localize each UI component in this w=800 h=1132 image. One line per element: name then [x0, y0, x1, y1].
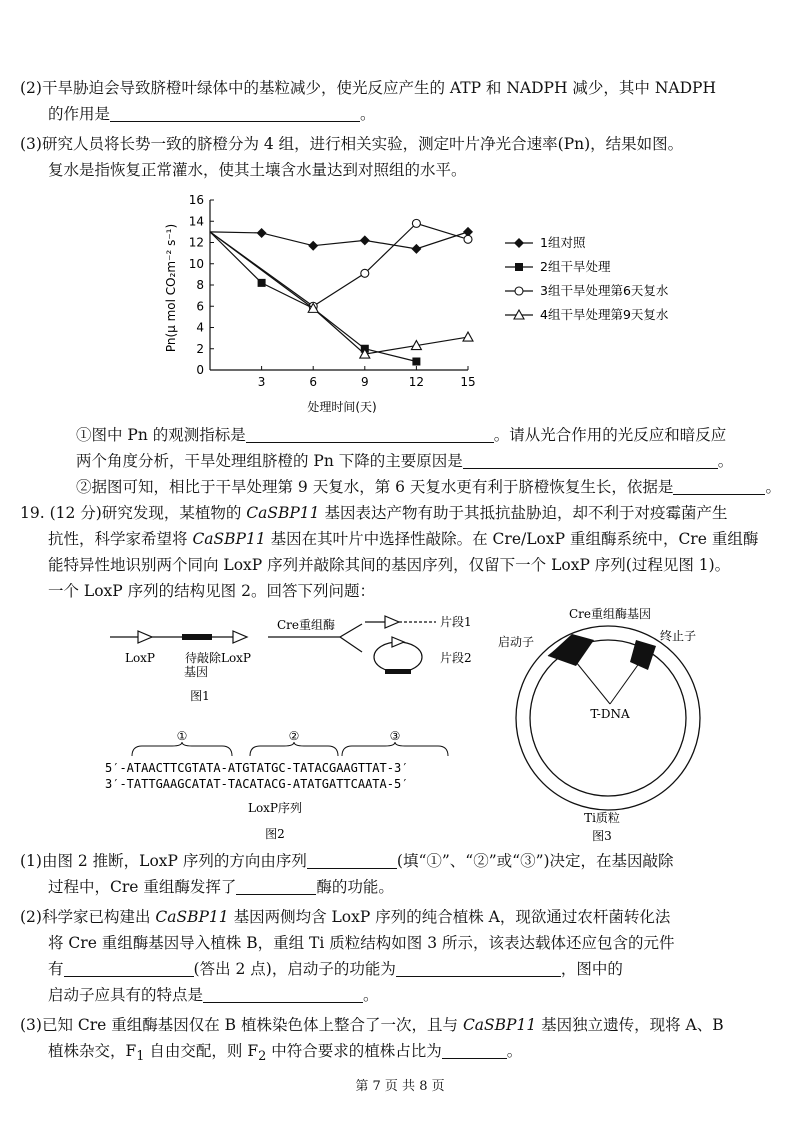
- fig3-terminator-label: 终止子: [660, 629, 697, 643]
- y-tick-label: 6: [196, 299, 204, 314]
- q19-p2-text7: 启动子应具有的特点是: [48, 986, 204, 1004]
- fig3-promoter-label: 启动子: [498, 635, 535, 649]
- q18-s1-line2: [76, 450, 733, 472]
- chart-axes: [189, 193, 476, 389]
- q19-text2: 基因表达产物有助于其抵抗盐胁迫，却不利于对疫霉菌产生: [319, 504, 728, 522]
- legend-label: 3组干旱处理第6天复水: [540, 283, 669, 298]
- series-line-1: [210, 232, 468, 249]
- q19-p3-line2: [48, 1040, 522, 1068]
- q18-p2-text1: (2)干旱胁迫会导致脐橙叶绿体中的基粒减少，使光反应产生的 ATP 和 NADPH 减少，其中 NADPH: [20, 79, 716, 97]
- fig3-cre-gene-label: Cre重组酶基因: [568, 607, 652, 621]
- data-point: [464, 235, 472, 243]
- q19-p3-text4: 自由交配，则 F: [144, 1042, 259, 1060]
- gene-name: CaSBP11: [246, 504, 320, 522]
- fig1-loxp-label: LoxP: [124, 651, 156, 665]
- gene-name: CaSBP11: [192, 530, 266, 548]
- q19-text4: 基因在其叶片中选择性敲除。在 Cre/LoxP 重组酶系统中，Cre 重组酶: [265, 530, 759, 548]
- q19-p3-text6: 。: [506, 1042, 523, 1060]
- x-tick-label: 15: [460, 375, 476, 389]
- answer-blank[interactable]: [64, 960, 194, 977]
- legend-label: 4组干旱处理第9天复水: [540, 307, 669, 322]
- data-point: [412, 358, 420, 366]
- q19-line4: [48, 580, 375, 602]
- q19-p1-line2: [48, 876, 394, 898]
- series-line-2: [210, 232, 416, 362]
- q19-p2-text3: 将 Cre 重组酶基因导入植株 B，重组 Ti 质粒结构如图 3 所示，该表达载体还应包含的元件: [48, 934, 675, 952]
- x-tick-label: 12: [408, 375, 425, 389]
- answer-blank[interactable]: [396, 960, 561, 977]
- q18-s1-text4: 。: [717, 452, 734, 470]
- answer-blank[interactable]: [673, 478, 765, 495]
- data-point: [412, 219, 420, 227]
- q19-p2-text5: (答出 2 点)，启动子的功能为: [193, 960, 396, 978]
- gene-name: CaSBP11: [462, 1016, 537, 1034]
- data-point: [360, 235, 370, 245]
- fig1-target-label2: 基因: [183, 665, 209, 679]
- answer-blank[interactable]: [463, 452, 718, 469]
- chart-series: [210, 219, 473, 365]
- subscript-1: 1: [136, 1049, 145, 1065]
- loxp-triangle-icon: [392, 637, 404, 647]
- answer-blank[interactable]: [203, 986, 363, 1003]
- q19-text1: 19. (12 分)研究发现，某植物的: [20, 504, 247, 522]
- y-tick-label: 14: [188, 214, 204, 229]
- q19-p3-text5: 中符合要求的植株占比为: [266, 1042, 442, 1060]
- q19-line1: [20, 502, 727, 524]
- answer-blank[interactable]: [442, 1042, 507, 1059]
- answer-blank[interactable]: [110, 105, 360, 122]
- pn-line-chart: [150, 188, 730, 418]
- q18-s1-text1: ①图中 Pn 的观测指标是: [76, 426, 246, 444]
- data-point: [361, 269, 369, 277]
- q18-s2-line: [76, 476, 781, 498]
- q19-p3-text3: 植株杂交，F: [48, 1042, 137, 1060]
- q19-p2-text8: 。: [363, 986, 379, 1004]
- q18-p2-text3: 。: [360, 105, 376, 123]
- loxp-triangle-icon: [233, 631, 247, 643]
- data-point: [257, 228, 267, 238]
- data-point: [463, 332, 473, 341]
- q19-line2: [48, 528, 758, 550]
- q19-p1-text2: (填“①”、“②”或“③”)决定，在基因敲除: [396, 852, 674, 870]
- legend-marker: [514, 238, 524, 248]
- answer-blank[interactable]: [307, 852, 397, 869]
- fig2-strand-top: 5′-ATAACTTCGTATA-ATGTATGC-TATACGAAGTTAT-3′: [105, 761, 409, 775]
- series-line-3: [210, 223, 468, 306]
- q18-s2-text2: 。: [765, 478, 781, 496]
- fig3-tdna-label: T-DNA: [590, 707, 630, 721]
- y-tick-label: 12: [188, 235, 204, 250]
- q18-p2-text2: 的作用是: [48, 105, 111, 123]
- q19-p2-text1: (2)科学家已构建出: [20, 908, 156, 926]
- fig2-mark1: ①: [176, 729, 188, 743]
- y-tick-label: 0: [196, 363, 204, 377]
- data-point: [411, 244, 421, 254]
- target-gene-bar: [182, 634, 212, 640]
- fig2-caption: 图2: [265, 827, 285, 841]
- answer-blank[interactable]: [236, 878, 316, 895]
- q19-text6: 一个 LoxP 序列的结构见图 2。回答下列问题：: [48, 582, 375, 600]
- fig2-strand-bottom: 3′-TATTGAAGCATAT-TACATACG-ATATGATTCAATA-5′: [105, 777, 409, 791]
- y-tick-label: 2: [196, 341, 204, 356]
- figure-1: [100, 612, 500, 707]
- fig3-plasmid-label: Ti质粒: [584, 811, 620, 825]
- q19-p2-line2: [48, 932, 674, 954]
- loxp-triangle-icon: [138, 631, 152, 643]
- fig2-mark3: ③: [389, 729, 401, 743]
- y-tick-label: 4: [196, 320, 204, 335]
- q19-p3-text1: (3)已知 Cre 重组酶基因仅在 B 植株染色体上整合了一次，且与: [20, 1016, 463, 1034]
- fig1-target-label1: 待敲除LoxP: [184, 651, 252, 665]
- page-footer: 第 7 页 共 8 页: [355, 1079, 445, 1094]
- q19-text5: 能特异性地识别两个同向 LoxP 序列并敲除其间的基因序列，仅留下一个 LoxP 序列(过程见图 1)。: [48, 556, 731, 574]
- series-line-4: [210, 232, 468, 354]
- legend-label: 1组对照: [540, 235, 586, 250]
- fig1-frag2-label: 片段2: [440, 651, 472, 665]
- chart-ylabel: Pn(μ mol CO₂m⁻² s⁻¹): [164, 223, 178, 353]
- data-point: [308, 241, 318, 251]
- q19-p1-text3: 过程中，Cre 重组酶发挥了: [48, 878, 237, 896]
- q18-s1-line1: [76, 424, 726, 446]
- q18-p3-text1: (3)研究人员将长势一致的脐橙分为 4 组，进行相关实验，测定叶片净光合速率(Pn)，结果如图。: [20, 135, 684, 153]
- fig1-frag1-label: 片段1: [440, 615, 472, 629]
- q18-p3-text2: 复水是指恢复正常灌水，使其土壤含水量达到对照组的水平。: [48, 161, 467, 179]
- q18-s2-text1: ②据图可知，相比于干旱处理第 9 天复水，第 6 天复水更有利于脐橙恢复生长，依据是: [76, 478, 674, 496]
- q19-p2-line3: [48, 958, 623, 980]
- q19-p3-text2: 基因独立遗传，现将 A、B: [536, 1016, 724, 1034]
- q19-p2-text6: ，图中的: [560, 960, 623, 978]
- circular-fragment: [374, 642, 422, 672]
- q19-text3: 抗性，科学家希望将: [48, 530, 193, 548]
- legend-marker: [515, 263, 523, 271]
- q19-p3-line1: [20, 1014, 724, 1036]
- figure-3: [490, 600, 740, 850]
- y-tick-label: 16: [188, 193, 204, 207]
- fig1-caption: 图1: [190, 689, 210, 703]
- q18-s1-text2: 。请从光合作用的光反应和暗反应: [493, 426, 727, 444]
- x-tick-label: 6: [309, 375, 318, 389]
- x-tick-label: 3: [257, 375, 266, 389]
- q18-p2-line1: [20, 77, 716, 99]
- q18-s1-text3: 两个角度分析，干旱处理组脐橙的 Pn 下降的主要原因是: [76, 452, 463, 470]
- chart-legend: [505, 235, 669, 322]
- loxp-triangle-icon: [385, 616, 399, 628]
- legend-marker: [515, 287, 523, 295]
- legend-label: 2组干旱处理: [540, 259, 611, 274]
- fig3-caption: 图3: [592, 829, 612, 843]
- gene-name: CaSBP11: [155, 908, 229, 926]
- fig1-arrow-label: Cre重组酶: [276, 618, 336, 632]
- fig2-label: LoxP序列: [247, 801, 303, 815]
- q18-p3-line1: [20, 133, 683, 155]
- q19-p1-line1: [20, 850, 674, 872]
- q19-p2-text2: 基因两侧均含 LoxP 序列的纯合植株 A，现欲通过农杆菌转化法: [228, 908, 671, 926]
- q18-p2-line2: [48, 103, 376, 125]
- y-tick-label: 10: [188, 256, 204, 271]
- q19-p1-text4: 酶的功能。: [316, 878, 394, 896]
- q19-p1-text1: (1)由图 2 推断，LoxP 序列的方向由序列: [20, 852, 307, 870]
- data-point: [258, 279, 266, 287]
- x-tick-label: 9: [360, 375, 369, 389]
- subscript-2: 2: [258, 1049, 267, 1065]
- q18-p3-line2: [48, 159, 467, 181]
- q19-line3: [48, 554, 730, 576]
- fig2-mark2: ②: [288, 729, 300, 743]
- y-tick-label: 8: [196, 278, 204, 292]
- q19-p2-line4: [48, 984, 379, 1006]
- chart-xlabel: 处理时间(天): [307, 400, 377, 414]
- q19-p2-text4: 有: [48, 960, 64, 978]
- q19-p2-line1: [20, 906, 670, 928]
- figure-2: [100, 726, 500, 844]
- answer-blank[interactable]: [246, 426, 494, 443]
